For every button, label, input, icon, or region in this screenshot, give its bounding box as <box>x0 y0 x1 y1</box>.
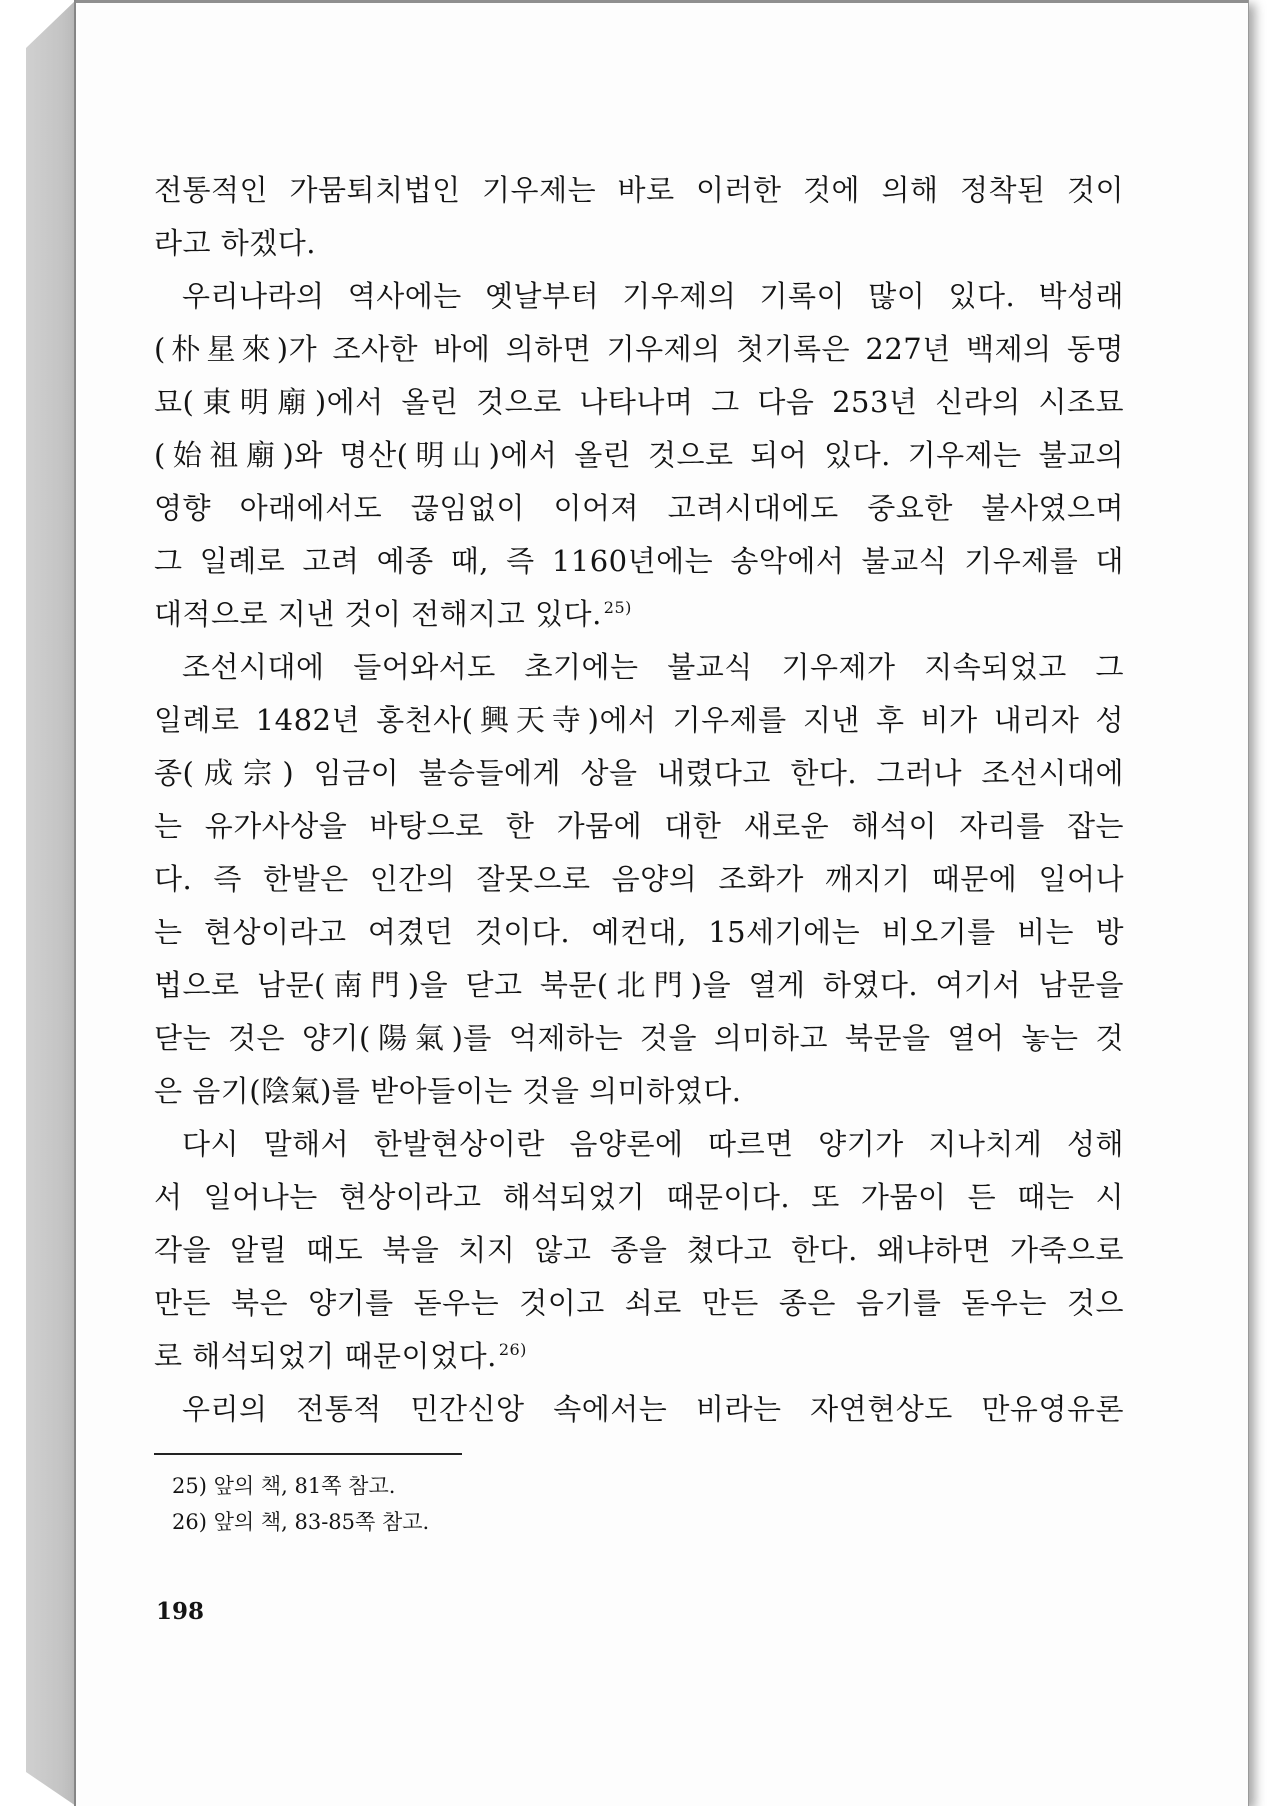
paragraph <box>154 270 1124 641</box>
text-line <box>154 376 1124 429</box>
text-line <box>154 906 1124 959</box>
text-line <box>154 482 1124 535</box>
text-line <box>154 270 1124 323</box>
footnotes <box>172 1468 429 1540</box>
line-text: 다시 말해서 한발현상이란 음양론에 따르면 양기가 지나치게 성해 <box>182 1127 1124 1161</box>
text-line <box>154 853 1124 906</box>
paragraph <box>154 1118 1124 1383</box>
footnote-25: 25) 앞의 책, 81쪽 참고. <box>172 1474 396 1498</box>
line-text: 각을 알릴 때도 북을 치지 않고 종을 쳤다고 한다. 왜냐하면 가죽으로 <box>154 1233 1124 1267</box>
paragraph <box>154 641 1124 1118</box>
line-text: 우리의 전통적 민간신앙 속에서는 비라는 자연현상도 만유영유론 <box>182 1392 1124 1426</box>
text-line <box>154 641 1124 694</box>
line-text: 닫는 것은 양기(陽氣)를 억제하는 것을 의미하고 북문을 열어 놓는 것 <box>154 1021 1124 1055</box>
text-line <box>154 959 1124 1012</box>
line-text: 법으로 남문(南門)을 닫고 북문(北門)을 열게 하였다. 여기서 남문을 <box>154 968 1124 1002</box>
line-text: (朴星來)가 조사한 바에 의하면 기우제의 첫기록은 227년 백제의 동명 <box>154 332 1124 366</box>
line-text: 라고 하겠다. <box>154 226 317 260</box>
line-text: 는 유가사상을 바탕으로 한 가뭄에 대한 새로운 해석이 자리를 잡는 <box>154 809 1124 843</box>
line-text: 다. 즉 한발은 인간의 잘못으로 음양의 조화가 깨지기 때문에 일어나 <box>154 862 1124 896</box>
text-line <box>154 694 1124 747</box>
text-line <box>154 588 1124 641</box>
text-line <box>154 429 1124 482</box>
line-text: 영향 아래에서도 끊임없이 이어져 고려시대에도 중요한 불사였으며 <box>154 491 1124 525</box>
text-line <box>154 1171 1124 1224</box>
footnote-reference: 26) <box>498 1340 527 1360</box>
line-text: 은 음기(陰氣)를 받아들이는 것을 의미하였다. <box>154 1074 742 1108</box>
text-line <box>154 800 1124 853</box>
line-text: 우리나라의 역사에는 옛날부터 기우제의 기록이 많이 있다. 박성래 <box>182 279 1124 313</box>
line-text: 묘(東明廟)에서 올린 것으로 나타나며 그 다음 253년 신라의 시조묘 <box>154 385 1124 419</box>
book-spine <box>26 0 76 1806</box>
text-line <box>154 164 1124 217</box>
line-text: 만든 북은 양기를 돋우는 것이고 쇠로 만든 종은 음기를 돋우는 것으 <box>154 1286 1124 1320</box>
footnote-26: 26) 앞의 책, 83-85쪽 참고. <box>172 1510 430 1534</box>
text-line <box>154 535 1124 588</box>
text-line <box>154 1012 1124 1065</box>
footnote-rule <box>154 1453 462 1455</box>
line-text: 대적으로 지낸 것이 전해지고 있다. <box>154 597 602 631</box>
text-line <box>154 1383 1124 1436</box>
text-line <box>154 323 1124 376</box>
paragraph <box>154 164 1124 270</box>
line-text: 는 현상이라고 여겼던 것이다. 예컨대, 15세기에는 비오기를 비는 방 <box>154 915 1124 949</box>
line-text: 로 해석되었기 때문이었다. <box>154 1339 497 1373</box>
page-number: 198 <box>156 1598 205 1625</box>
text-line <box>154 747 1124 800</box>
body-text <box>154 164 1124 1436</box>
line-text: 종(成宗) 임금이 불승들에게 상을 내렸다고 한다. 그러나 조선시대에 <box>154 756 1124 790</box>
line-text: 조선시대에 들어와서도 초기에는 불교식 기우제가 지속되었고 그 <box>182 650 1124 684</box>
paragraph <box>154 1383 1124 1436</box>
text-line <box>154 1277 1124 1330</box>
line-text: 서 일어나는 현상이라고 해석되었기 때문이다. 또 가뭄이 든 때는 시 <box>154 1180 1124 1214</box>
footnote-reference: 25) <box>603 598 632 618</box>
line-text: 전통적인 가뭄퇴치법인 기우제는 바로 이러한 것에 의해 정착된 것이 <box>154 173 1124 207</box>
text-line <box>154 217 1124 270</box>
line-text: 일례로 1482년 홍천사(興天寺)에서 기우제를 지낸 후 비가 내리자 성 <box>154 703 1124 737</box>
text-line <box>154 1330 1124 1383</box>
text-line <box>154 1118 1124 1171</box>
line-text: (始祖廟)와 명산(明山)에서 올린 것으로 되어 있다. 기우제는 불교의 <box>154 438 1124 472</box>
text-line <box>154 1065 1124 1118</box>
line-text: 그 일례로 고려 예종 때, 즉 1160년에는 송악에서 불교식 기우제를 대 <box>154 544 1124 578</box>
page-top-edge <box>76 0 1248 3</box>
text-line <box>154 1224 1124 1277</box>
